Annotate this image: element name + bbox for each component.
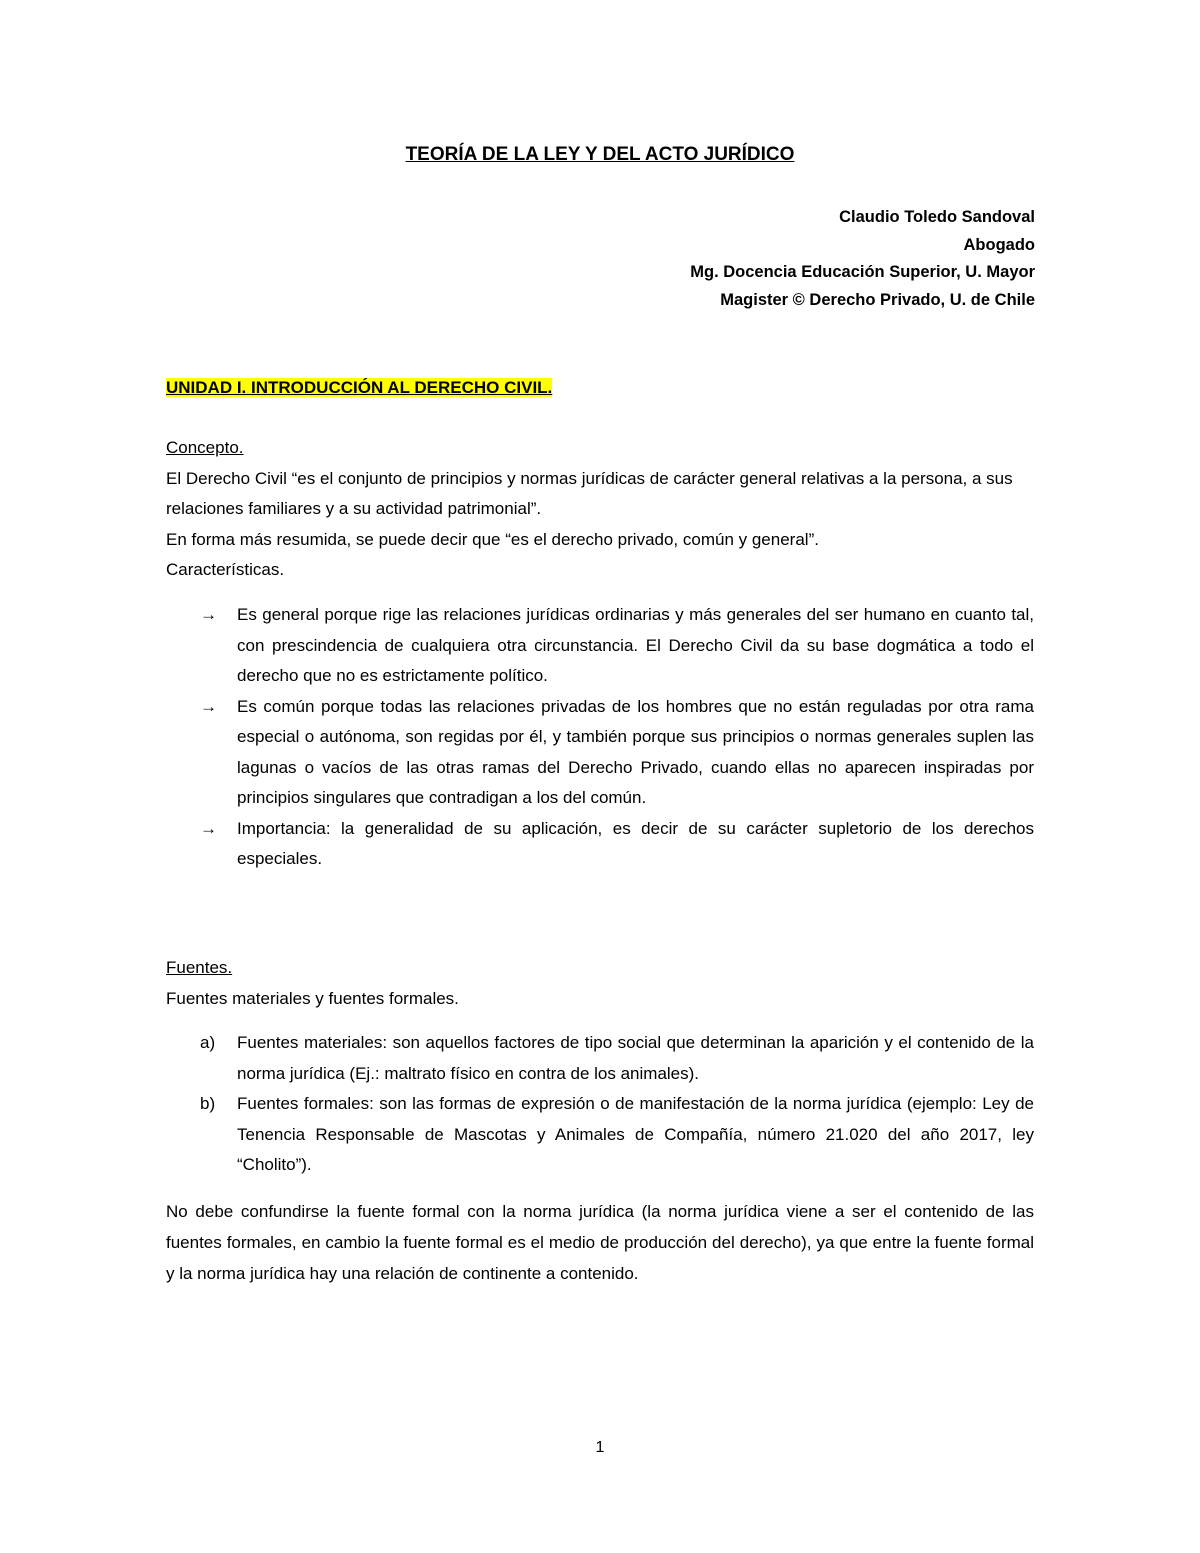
- list-item-text: Es común porque todas las relaciones privadas de los hombres que no están reguladas por otra rama especial o autónoma, son regidas por él, y también porque sus principios o normas generales suplen las lagunas o vacíos de las otras ramas del Derecho Privado, cuando ellas no aparecen inspiradas por principios singulares que contradigan a los del común.: [237, 696, 1034, 807]
- list-item-text: Es general porque rige las relaciones jurídicas ordinarias y más generales del ser humano en cuanto tal, con prescindencia de cualquiera otra circunstancia. El Derecho Civil da su base dogmática a todo el derecho que no es estrictamente político.: [237, 605, 1034, 685]
- document-title: TEORÍA DE LA LEY Y DEL ACTO JURÍDICO: [405, 144, 795, 165]
- sources-heading: Fuentes.: [166, 958, 233, 977]
- closing-paragraph: No debe confundirse la fuente formal con la norma jurídica (la norma jurídica viene a ser el contenido de las fuentes formales, en cambio la fuente formal es el medio de producción del derecho), ya que entre la fuente formal y la norma jurídica hay una relación de continente a contenido.: [166, 1202, 1034, 1283]
- list-item-letter: a): [200, 1033, 216, 1052]
- list-item: [166, 1089, 1034, 1181]
- list-item-text: Fuentes materiales: son aquellos factores de tipo social que determinan la aparición y el contenido de la norma jurídica (Ej.: maltrato físico en contra de los animales).: [237, 1033, 1034, 1083]
- list-item: [166, 600, 1034, 692]
- concept-summary: En forma más resumida, se puede decir que “es el derecho privado, común y general”.: [166, 529, 819, 549]
- list-item: [166, 814, 1034, 875]
- list-item-text: Fuentes formales: son las formas de expresión o de manifestación de la norma jurídica (ejemplo: Ley de Tenencia Responsable de Mascotas y Animales de Compañía, número 21.020 del año 2017, ley “Cholito”).: [237, 1094, 1034, 1174]
- characteristics-label: Características.: [166, 560, 285, 579]
- arrow-icon: →: [200, 696, 217, 716]
- list-item: [166, 1028, 1034, 1089]
- unit-heading-text: UNIDAD I. INTRODUCCIÓN AL DERECHO CIVIL.: [166, 378, 553, 397]
- sources-intro: Fuentes materiales y fuentes formales.: [166, 988, 459, 1008]
- concept-section: [166, 433, 1034, 586]
- author-name: Claudio Toledo Sandoval: [839, 208, 1035, 226]
- author-block: [690, 204, 1035, 314]
- list-item-text: Importancia: la generalidad de su aplicación, es decir de su carácter supletorio de los derechos especiales.: [237, 818, 1034, 868]
- author-degree-magister: Magister © Derecho Privado, U. de Chile: [720, 290, 1035, 309]
- characteristics-list: [166, 600, 1034, 875]
- author-profession: Abogado: [963, 235, 1035, 254]
- concept-definition: El Derecho Civil “es el conjunto de principios y normas jurídicas de carácter general relativas a la persona, a sus relaciones familiares y a su actividad patrimonial”.: [166, 468, 1013, 518]
- arrow-icon: →: [200, 605, 217, 624]
- unit-heading: [166, 373, 1034, 403]
- arrow-icon: →: [200, 818, 217, 838]
- sources-section: [166, 953, 1034, 1014]
- concept-heading: Concepto.: [166, 438, 244, 457]
- author-degree-mg: Mg. Docencia Educación Superior, U. Mayor: [690, 263, 1035, 281]
- sources-list: [166, 1028, 1034, 1181]
- list-item: [166, 692, 1034, 814]
- page-number: 1: [595, 1439, 605, 1456]
- list-item-letter: b): [200, 1094, 216, 1113]
